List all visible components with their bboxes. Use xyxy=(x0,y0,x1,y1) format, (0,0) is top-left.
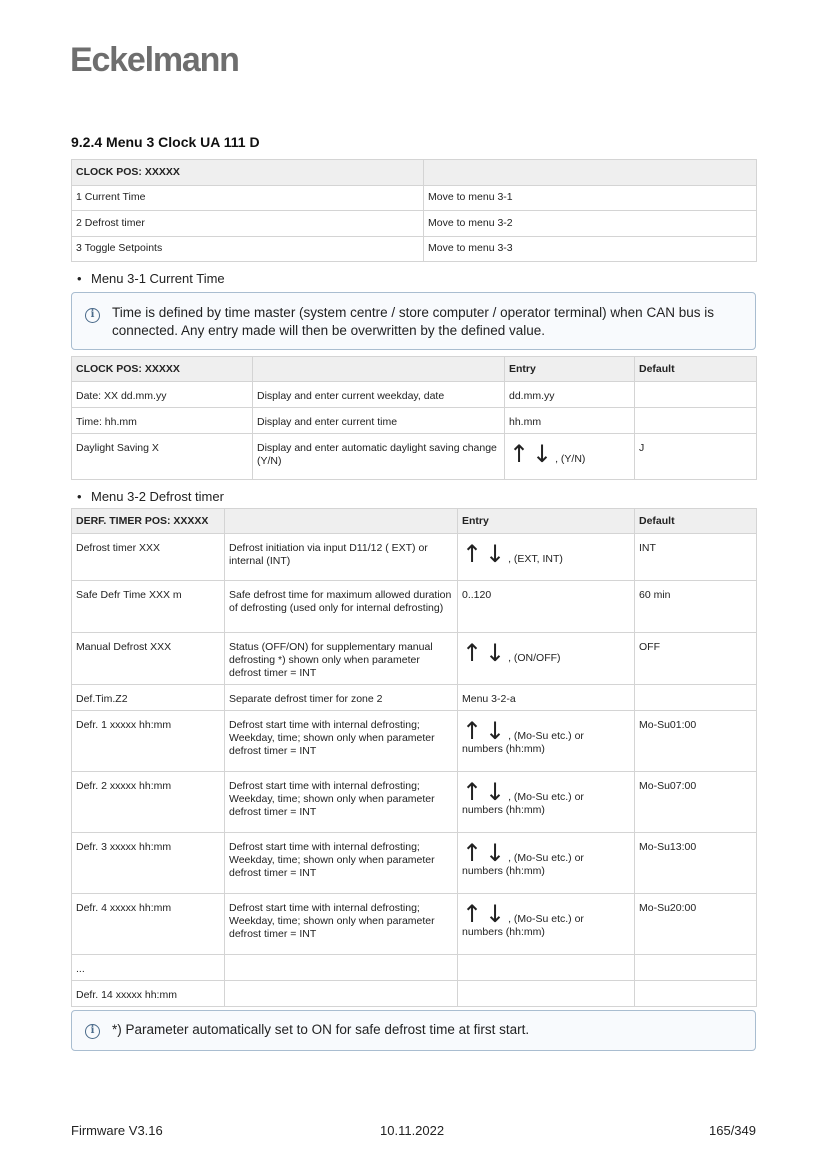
param-name: Manual Defrost XXX xyxy=(72,633,225,685)
bullet-dot: • xyxy=(77,271,82,286)
header-cell: Entry xyxy=(458,509,635,534)
table-row xyxy=(72,534,757,581)
param-description: Status (OFF/ON) for supplementary manual defrosting *) shown only when parameter defrost timer = INT xyxy=(225,633,458,685)
table-row xyxy=(72,236,757,262)
param-entry xyxy=(458,955,635,981)
param-description: Separate defrost timer for zone 2 xyxy=(225,685,458,711)
bullet-defrost-timer xyxy=(77,489,224,504)
param-name: Defr. 1 xxxxx hh:mm xyxy=(72,711,225,772)
param-default: J xyxy=(635,434,757,480)
menu-item-target: Move to menu 3-1 xyxy=(424,185,757,211)
menu-item-target: Move to menu 3-2 xyxy=(424,211,757,237)
param-description: Defrost start time with internal defrosting; Weekday, time; shown only when parameter defrost timer = INT xyxy=(225,772,458,833)
table-row xyxy=(72,711,757,772)
param-default xyxy=(635,955,757,981)
menu-item-target: Move to menu 3-3 xyxy=(424,236,757,262)
table-row xyxy=(72,894,757,955)
menu-item-label: 3 Toggle Setpoints xyxy=(72,236,424,262)
param-name: Defrost timer XXX xyxy=(72,534,225,581)
param-default xyxy=(635,382,757,408)
entry-options: , (EXT, INT) xyxy=(508,553,563,565)
header-cell: Default xyxy=(635,357,757,382)
entry-options: , (Mo-Su etc.) or xyxy=(508,913,584,925)
brand-logo: Eckelmann xyxy=(70,41,239,79)
info-note-current-time xyxy=(71,292,756,350)
header-cell: Entry xyxy=(505,357,635,382)
param-name: ... xyxy=(72,955,225,981)
param-name: Time: hh.mm xyxy=(72,408,253,434)
param-entry: dd.mm.yy xyxy=(505,382,635,408)
param-entry xyxy=(458,534,635,581)
param-entry xyxy=(458,633,635,685)
clock-menu-table xyxy=(71,159,757,262)
param-entry: Menu 3-2-a xyxy=(458,685,635,711)
arrow-down-icon: ↓ xyxy=(485,839,506,867)
param-name: Safe Defr Time XXX m xyxy=(72,581,225,633)
param-default: 60 min xyxy=(635,581,757,633)
param-default: OFF xyxy=(635,633,757,685)
info-icon: i xyxy=(85,1024,100,1039)
bullet-text: Menu 3-1 Current Time xyxy=(91,271,225,286)
param-name: Daylight Saving X xyxy=(72,434,253,480)
section-title: 9.2.4 Menu 3 Clock UA 111 D xyxy=(71,134,260,150)
param-entry xyxy=(458,981,635,1007)
param-description: Display and enter current time xyxy=(253,408,505,434)
info-icon: i xyxy=(85,308,100,323)
table-header-row xyxy=(72,357,757,382)
note-text: Time is defined by time master (system centre / store computer / operator terminal) when CAN bus is connected. Any entry made will then be overwritten by the defined value. xyxy=(112,305,714,338)
header-cell xyxy=(225,509,458,534)
entry-numbers: numbers (hh:mm) xyxy=(462,804,545,816)
param-entry xyxy=(458,772,635,833)
param-default xyxy=(635,685,757,711)
bullet-dot: • xyxy=(77,489,82,504)
param-entry xyxy=(505,434,635,480)
arrow-up-icon: ↑ xyxy=(462,900,483,928)
arrow-down-icon: ↓ xyxy=(485,717,506,745)
menu-item-label: 2 Defrost timer xyxy=(72,211,424,237)
param-description: Safe defrost time for maximum allowed duration of defrosting (used only for internal defrosting) xyxy=(225,581,458,633)
arrow-up-icon: ↑ xyxy=(462,639,483,667)
arrow-down-icon: ↓ xyxy=(485,540,506,568)
param-description: Defrost start time with internal defrosting; Weekday, time; shown only when parameter defrost timer = INT xyxy=(225,711,458,772)
table-row xyxy=(72,685,757,711)
param-name: Defr. 14 xxxxx hh:mm xyxy=(72,981,225,1007)
note-text: *) Parameter automatically set to ON for safe defrost time at first start. xyxy=(112,1022,530,1037)
table-row xyxy=(72,581,757,633)
table-row xyxy=(72,955,757,981)
param-name: Date: XX dd.mm.yy xyxy=(72,382,253,408)
arrow-up-icon: ↑ xyxy=(462,839,483,867)
param-entry xyxy=(458,894,635,955)
table-row xyxy=(72,382,757,408)
current-time-table xyxy=(71,356,757,480)
table-row xyxy=(72,772,757,833)
arrow-up-icon: ↑ xyxy=(509,440,530,468)
param-default xyxy=(635,408,757,434)
param-entry: 0..120 xyxy=(458,581,635,633)
arrow-down-icon: ↓ xyxy=(485,639,506,667)
entry-options: , (Mo-Su etc.) or xyxy=(508,852,584,864)
table-row xyxy=(72,833,757,894)
header-cell: DERF. TIMER POS: XXXXX xyxy=(72,509,225,534)
table-row xyxy=(72,408,757,434)
param-default: Mo-Su07:00 xyxy=(635,772,757,833)
param-description xyxy=(225,955,458,981)
table-row xyxy=(72,981,757,1007)
param-entry: hh.mm xyxy=(505,408,635,434)
header-cell xyxy=(253,357,505,382)
table-header-row xyxy=(72,509,757,534)
param-name: Defr. 3 xxxxx hh:mm xyxy=(72,833,225,894)
param-name: Defr. 4 xxxxx hh:mm xyxy=(72,894,225,955)
entry-options: , (Y/N) xyxy=(555,453,586,465)
bullet-text: Menu 3-2 Defrost timer xyxy=(91,489,224,504)
param-default: Mo-Su13:00 xyxy=(635,833,757,894)
bullet-current-time xyxy=(77,271,225,286)
param-description: Defrost start time with internal defrosting; Weekday, time; shown only when parameter defrost timer = INT xyxy=(225,833,458,894)
param-default: INT xyxy=(635,534,757,581)
table-row xyxy=(72,434,757,480)
table-row xyxy=(72,185,757,211)
arrow-down-icon: ↓ xyxy=(485,900,506,928)
arrow-up-icon: ↑ xyxy=(462,778,483,806)
param-name: Def.Tim.Z2 xyxy=(72,685,225,711)
info-note-defrost xyxy=(71,1010,756,1051)
footer-firmware: Firmware V3.16 xyxy=(71,1123,163,1138)
param-name: Defr. 2 xxxxx hh:mm xyxy=(72,772,225,833)
footer-date: 10.11.2022 xyxy=(380,1123,445,1138)
footer-page-number: 165/349 xyxy=(709,1123,756,1138)
entry-numbers: numbers (hh:mm) xyxy=(462,865,545,877)
entry-options: , (Mo-Su etc.) or xyxy=(508,730,584,742)
param-default: Mo-Su20:00 xyxy=(635,894,757,955)
entry-numbers: numbers (hh:mm) xyxy=(462,743,545,755)
param-default xyxy=(635,981,757,1007)
arrow-up-icon: ↑ xyxy=(462,717,483,745)
arrow-down-icon: ↓ xyxy=(532,440,553,468)
param-description: Defrost start time with internal defrosting; Weekday, time; shown only when parameter defrost timer = INT xyxy=(225,894,458,955)
param-description: Display and enter automatic daylight saving change (Y/N) xyxy=(253,434,505,480)
table-row xyxy=(72,211,757,237)
param-description: Display and enter current weekday, date xyxy=(253,382,505,408)
param-entry xyxy=(458,833,635,894)
param-default: Mo-Su01:00 xyxy=(635,711,757,772)
param-description xyxy=(225,981,458,1007)
entry-options: , (Mo-Su etc.) or xyxy=(508,791,584,803)
table-header-row xyxy=(72,160,757,186)
menu-item-label: 1 Current Time xyxy=(72,185,424,211)
header-cell xyxy=(424,160,757,186)
entry-options: , (ON/OFF) xyxy=(508,652,561,664)
param-description: Defrost initiation via input D11/12 ( EXT) or internal (INT) xyxy=(225,534,458,581)
header-cell: Default xyxy=(635,509,757,534)
defrost-timer-table xyxy=(71,508,757,1007)
param-entry xyxy=(458,711,635,772)
header-cell: CLOCK POS: XXXXX xyxy=(72,357,253,382)
arrow-up-icon: ↑ xyxy=(462,540,483,568)
arrow-down-icon: ↓ xyxy=(485,778,506,806)
table-row xyxy=(72,633,757,685)
header-cell: CLOCK POS: XXXXX xyxy=(72,160,424,186)
entry-numbers: numbers (hh:mm) xyxy=(462,926,545,938)
